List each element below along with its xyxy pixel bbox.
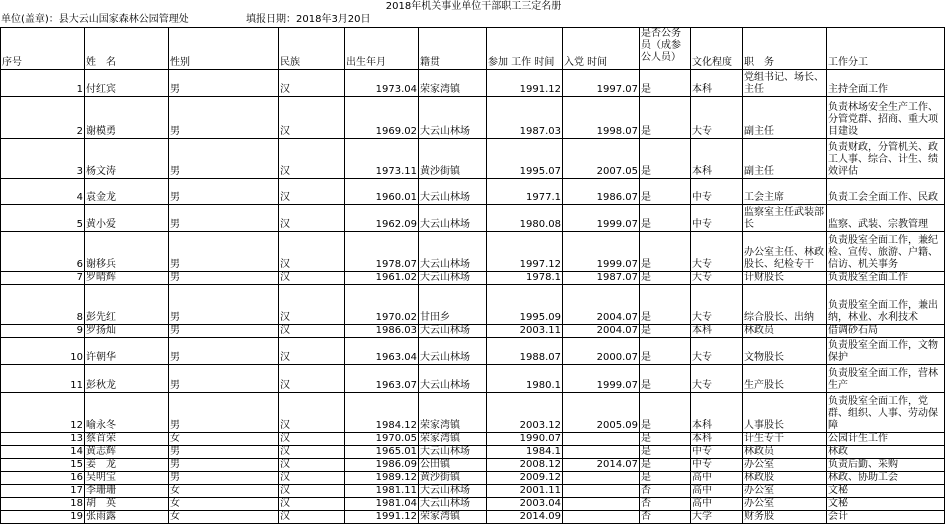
name-cell: 黄小爱: [85, 205, 169, 232]
education-cell: 大专: [691, 285, 743, 325]
origin-cell: 大云山林场: [419, 338, 487, 365]
header-education: 文化程度: [691, 28, 743, 70]
position-cell: 工会主席: [743, 179, 827, 205]
seq-cell: 5: [1, 205, 85, 232]
party-join-cell: 1986.07: [563, 179, 640, 205]
party-join-cell: [563, 498, 640, 511]
ethnicity-cell: 汉: [279, 365, 345, 393]
civil-servant-cell: 是: [640, 285, 691, 325]
gender-cell: 男: [169, 232, 279, 272]
name-cell: 罗扬灿: [85, 325, 169, 338]
birth-cell: 1965.01: [345, 446, 419, 459]
birth-cell: 1970.05: [345, 433, 419, 446]
birth-cell: 1973.11: [345, 139, 419, 179]
party-join-cell: 2005.09: [563, 393, 640, 433]
name-cell: 谢模勇: [85, 97, 169, 139]
position-cell: 副主任: [743, 139, 827, 179]
table-row: [1, 446, 945, 459]
meta-line: [0, 13, 947, 26]
work-start-cell: 1987.03: [487, 97, 563, 139]
education-cell: 大专: [691, 232, 743, 272]
party-join-cell: 1997.07: [563, 70, 640, 97]
work-start-cell: 1980.08: [487, 205, 563, 232]
ethnicity-cell: 汉: [279, 205, 345, 232]
civil-servant-cell: 否: [640, 511, 691, 524]
table-row: [1, 485, 945, 498]
date-label: 填报日期：2018年3月20日: [246, 14, 371, 25]
origin-cell: 公田镇: [419, 459, 487, 472]
birth-cell: 1962.09: [345, 205, 419, 232]
table-row: [1, 459, 945, 472]
work-start-cell: 2014.09: [487, 511, 563, 524]
duty-cell: 主持全面工作: [827, 70, 945, 97]
birth-cell: 1973.04: [345, 70, 419, 97]
table-row: [1, 232, 945, 272]
civil-servant-cell: 是: [640, 232, 691, 272]
duty-cell: 负责股室全面工作，兼纪检、宣传、旅游、户籍、信访、机关事务: [827, 232, 945, 272]
name-cell: 彭先红: [85, 285, 169, 325]
education-cell: 中专: [691, 446, 743, 459]
party-join-cell: [563, 485, 640, 498]
civil-servant-cell: 是: [640, 338, 691, 365]
civil-servant-cell: 是: [640, 446, 691, 459]
ethnicity-cell: 汉: [279, 272, 345, 285]
header-work-start: 参加 工作 时间: [487, 28, 563, 70]
header-civil-servant: 是否公务员（成参公人员）: [640, 28, 691, 70]
gender-cell: 女: [169, 485, 279, 498]
ethnicity-cell: 汉: [279, 472, 345, 485]
education-cell: 本科: [691, 393, 743, 433]
education-cell: 中专: [691, 459, 743, 472]
work-start-cell: 2009.12: [487, 472, 563, 485]
name-cell: 姜 龙: [85, 459, 169, 472]
header-seq: 序号: [1, 28, 85, 70]
origin-cell: 荣家湾镇: [419, 70, 487, 97]
education-cell: 高中: [691, 498, 743, 511]
table-row: [1, 70, 945, 97]
birth-cell: 1981.11: [345, 485, 419, 498]
civil-servant-cell: 是: [640, 139, 691, 179]
position-cell: 生产股长: [743, 365, 827, 393]
seq-cell: 1: [1, 70, 85, 97]
gender-cell: 男: [169, 393, 279, 433]
gender-cell: 男: [169, 338, 279, 365]
name-cell: 袁金龙: [85, 179, 169, 205]
seq-cell: 14: [1, 446, 85, 459]
seq-cell: 13: [1, 433, 85, 446]
seq-cell: 8: [1, 285, 85, 325]
party-join-cell: [563, 511, 640, 524]
origin-cell: 大云山林场: [419, 325, 487, 338]
name-cell: 许朝华: [85, 338, 169, 365]
name-cell: 黄志辉: [85, 446, 169, 459]
gender-cell: 男: [169, 365, 279, 393]
seq-cell: 17: [1, 485, 85, 498]
table-row: [1, 498, 945, 511]
civil-servant-cell: 是: [640, 365, 691, 393]
party-join-cell: 2004.07: [563, 285, 640, 325]
party-join-cell: [563, 472, 640, 485]
gender-cell: 男: [169, 179, 279, 205]
name-cell: 付红宾: [85, 70, 169, 97]
birth-cell: 1961.02: [345, 272, 419, 285]
ethnicity-cell: 汉: [279, 179, 345, 205]
work-start-cell: 1997.12: [487, 232, 563, 272]
party-join-cell: 1999.07: [563, 365, 640, 393]
ethnicity-cell: 汉: [279, 433, 345, 446]
seq-cell: 18: [1, 498, 85, 511]
position-cell: 文物股长: [743, 338, 827, 365]
education-cell: 高中: [691, 485, 743, 498]
duty-cell: 负责股室全面工作，党群、组织、人事、劳动保障: [827, 393, 945, 433]
education-cell: 大学: [691, 511, 743, 524]
ethnicity-cell: 汉: [279, 70, 345, 97]
ethnicity-cell: 汉: [279, 393, 345, 433]
table-row: [1, 472, 945, 485]
work-start-cell: 1990.07: [487, 433, 563, 446]
birth-cell: 1963.04: [345, 338, 419, 365]
header-ethnicity: 民族: [279, 28, 345, 70]
civil-servant-cell: 是: [640, 205, 691, 232]
origin-cell: 大云山林场: [419, 365, 487, 393]
work-start-cell: 1995.09: [487, 285, 563, 325]
civil-servant-cell: 是: [640, 472, 691, 485]
header-birth: 出生年月: [345, 28, 419, 70]
birth-cell: 1963.07: [345, 365, 419, 393]
origin-cell: 黄沙街镇: [419, 472, 487, 485]
gender-cell: 男: [169, 205, 279, 232]
table-row: [1, 511, 945, 524]
party-join-cell: 1987.07: [563, 272, 640, 285]
duty-cell: 负责林场安全生产工作、分管党群、招商、重大项目建设: [827, 97, 945, 139]
position-cell: 林政员: [743, 325, 827, 338]
position-cell: 党组书记、场长、主任: [743, 70, 827, 97]
work-start-cell: 1984.1: [487, 446, 563, 459]
gender-cell: 男: [169, 272, 279, 285]
position-cell: 办公室: [743, 485, 827, 498]
table-row: [1, 205, 945, 232]
duty-cell: 会计: [827, 511, 945, 524]
position-cell: 办公室: [743, 459, 827, 472]
table-row: [1, 325, 945, 338]
duty-cell: 负责股室全面工作，文物保护: [827, 338, 945, 365]
name-cell: 杨文涛: [85, 139, 169, 179]
position-cell: 林政员: [743, 446, 827, 459]
work-start-cell: 2003.11: [487, 325, 563, 338]
work-start-cell: 2003.12: [487, 393, 563, 433]
party-join-cell: 2014.07: [563, 459, 640, 472]
ethnicity-cell: 汉: [279, 285, 345, 325]
ethnicity-cell: 汉: [279, 498, 345, 511]
party-join-cell: 2000.07: [563, 338, 640, 365]
work-start-cell: 2001.11: [487, 485, 563, 498]
civil-servant-cell: 是: [640, 433, 691, 446]
duty-cell: 林政: [827, 446, 945, 459]
table-row: [1, 365, 945, 393]
birth-cell: 1970.02: [345, 285, 419, 325]
table-row: [1, 285, 945, 325]
name-cell: 胡 英: [85, 498, 169, 511]
education-cell: 本科: [691, 139, 743, 179]
work-start-cell: 1988.07: [487, 338, 563, 365]
duty-cell: 负责股室全面工作，营林生产: [827, 365, 945, 393]
position-cell: 人事股长: [743, 393, 827, 433]
name-cell: 蔡首荣: [85, 433, 169, 446]
table-row: [1, 272, 945, 285]
ethnicity-cell: 汉: [279, 325, 345, 338]
education-cell: 大专: [691, 97, 743, 139]
header-name: 姓 名: [85, 28, 169, 70]
civil-servant-cell: 是: [640, 393, 691, 433]
civil-servant-cell: 是: [640, 179, 691, 205]
civil-servant-cell: 是: [640, 325, 691, 338]
education-cell: 中专: [691, 205, 743, 232]
seq-cell: 3: [1, 139, 85, 179]
gender-cell: 男: [169, 285, 279, 325]
work-start-cell: 1977.1: [487, 179, 563, 205]
work-start-cell: 1995.07: [487, 139, 563, 179]
duty-cell: 负责股室全面工作: [827, 272, 945, 285]
origin-cell: 荣家湾镇: [419, 511, 487, 524]
party-join-cell: 2004.07: [563, 325, 640, 338]
gender-cell: 男: [169, 472, 279, 485]
education-cell: 本科: [691, 325, 743, 338]
civil-servant-cell: 是: [640, 97, 691, 139]
origin-cell: 大云山林场: [419, 232, 487, 272]
work-start-cell: 1980.1: [487, 365, 563, 393]
education-cell: 大专: [691, 338, 743, 365]
ethnicity-cell: 汉: [279, 232, 345, 272]
roster-table: [0, 27, 945, 524]
table-row: [1, 139, 945, 179]
party-join-cell: [563, 433, 640, 446]
position-cell: 办公室: [743, 498, 827, 511]
work-start-cell: 1991.12: [487, 70, 563, 97]
civil-servant-cell: 是: [640, 272, 691, 285]
header-position: 职 务: [743, 28, 827, 70]
party-join-cell: 1999.07: [563, 205, 640, 232]
birth-cell: 1981.04: [345, 498, 419, 511]
education-cell: 大专: [691, 272, 743, 285]
gender-cell: 男: [169, 459, 279, 472]
party-join-cell: 1998.07: [563, 97, 640, 139]
seq-cell: 9: [1, 325, 85, 338]
gender-cell: 男: [169, 97, 279, 139]
table-row: [1, 97, 945, 139]
birth-cell: 1991.12: [345, 511, 419, 524]
origin-cell: 大云山林场: [419, 446, 487, 459]
duty-cell: 文秘: [827, 498, 945, 511]
ethnicity-cell: 汉: [279, 511, 345, 524]
position-cell: 监察室主任武装部长: [743, 205, 827, 232]
name-cell: 罗晴辉: [85, 272, 169, 285]
position-cell: 办公室主任、林政股长、纪检专干: [743, 232, 827, 272]
header-origin: 籍贯: [419, 28, 487, 70]
gender-cell: 男: [169, 139, 279, 179]
duty-cell: 公园计生工作: [827, 433, 945, 446]
origin-cell: 大云山林场: [419, 498, 487, 511]
unit-label: 单位(盖章)：县大云山国家森林公园管理处: [1, 14, 189, 25]
name-cell: 彭秋龙: [85, 365, 169, 393]
education-cell: 大专: [691, 365, 743, 393]
position-cell: 副主任: [743, 97, 827, 139]
duty-cell: 林政、协助工会: [827, 472, 945, 485]
birth-cell: 1989.12: [345, 472, 419, 485]
position-cell: 计生专干: [743, 433, 827, 446]
seq-cell: 19: [1, 511, 85, 524]
seq-cell: 16: [1, 472, 85, 485]
work-start-cell: 2003.04: [487, 498, 563, 511]
gender-cell: 男: [169, 325, 279, 338]
duty-cell: 负责股室全面工作，兼出纳，林业、水利技术: [827, 285, 945, 325]
ethnicity-cell: 汉: [279, 97, 345, 139]
gender-cell: 女: [169, 511, 279, 524]
work-start-cell: 1978.1: [487, 272, 563, 285]
seq-cell: 12: [1, 393, 85, 433]
seq-cell: 7: [1, 272, 85, 285]
roster-body: [1, 70, 945, 524]
birth-cell: 1969.02: [345, 97, 419, 139]
origin-cell: 荣家湾镇: [419, 433, 487, 446]
origin-cell: 大云山林场: [419, 97, 487, 139]
name-cell: 李珊珊: [85, 485, 169, 498]
education-cell: 本科: [691, 70, 743, 97]
table-row: [1, 179, 945, 205]
origin-cell: 甘田乡: [419, 285, 487, 325]
table-row: [1, 393, 945, 433]
duty-cell: 负责财政，分管机关、政工人事、综合、计生、绩效评估: [827, 139, 945, 179]
ethnicity-cell: 汉: [279, 446, 345, 459]
name-cell: 喻永冬: [85, 393, 169, 433]
seq-cell: 2: [1, 97, 85, 139]
table-row: [1, 433, 945, 446]
party-join-cell: 2007.05: [563, 139, 640, 179]
seq-cell: 6: [1, 232, 85, 272]
duty-cell: 文秘: [827, 485, 945, 498]
work-start-cell: 2008.12: [487, 459, 563, 472]
ethnicity-cell: 汉: [279, 459, 345, 472]
duty-cell: 借调砂石局: [827, 325, 945, 338]
header-duty: 工作分工: [827, 28, 945, 70]
name-cell: 谢移兵: [85, 232, 169, 272]
name-cell: 吴明宝: [85, 472, 169, 485]
education-cell: 本科: [691, 433, 743, 446]
gender-cell: 女: [169, 433, 279, 446]
civil-servant-cell: 是: [640, 70, 691, 97]
birth-cell: 1986.03: [345, 325, 419, 338]
ethnicity-cell: 汉: [279, 338, 345, 365]
education-cell: 高中: [691, 472, 743, 485]
position-cell: 综合股长、出纳: [743, 285, 827, 325]
origin-cell: 荣家湾镇: [419, 393, 487, 433]
gender-cell: 男: [169, 70, 279, 97]
birth-cell: 1960.01: [345, 179, 419, 205]
origin-cell: 大云山林场: [419, 179, 487, 205]
party-join-cell: 1999.07: [563, 232, 640, 272]
table-row: [1, 338, 945, 365]
birth-cell: 1986.09: [345, 459, 419, 472]
header-row: [1, 28, 945, 70]
civil-servant-cell: 否: [640, 485, 691, 498]
birth-cell: 1984.12: [345, 393, 419, 433]
seq-cell: 10: [1, 338, 85, 365]
origin-cell: 黄沙街镇: [419, 139, 487, 179]
party-join-cell: [563, 446, 640, 459]
duty-cell: 负责后勤、采购: [827, 459, 945, 472]
gender-cell: 男: [169, 446, 279, 459]
header-party-join: 入党 时间: [563, 28, 640, 70]
seq-cell: 15: [1, 459, 85, 472]
civil-servant-cell: 是: [640, 459, 691, 472]
name-cell: 张雨露: [85, 511, 169, 524]
duty-cell: 负责工会全面工作、民政: [827, 179, 945, 205]
origin-cell: 大云山林场: [419, 272, 487, 285]
education-cell: 中专: [691, 179, 743, 205]
ethnicity-cell: 汉: [279, 485, 345, 498]
ethnicity-cell: 汉: [279, 139, 345, 179]
header-gender: 性别: [169, 28, 279, 70]
position-cell: 财务股: [743, 511, 827, 524]
seq-cell: 4: [1, 179, 85, 205]
origin-cell: 大云山林场: [419, 205, 487, 232]
origin-cell: 大云山林场: [419, 485, 487, 498]
gender-cell: 女: [169, 498, 279, 511]
birth-cell: 1978.07: [345, 232, 419, 272]
civil-servant-cell: 否: [640, 498, 691, 511]
seq-cell: 11: [1, 365, 85, 393]
duty-cell: 监察、武装、宗教管理: [827, 205, 945, 232]
position-cell: 林政股: [743, 472, 827, 485]
document-title: 2018年机关事业单位干部职工三定名册: [385, 1, 562, 12]
position-cell: 计财股长: [743, 272, 827, 285]
